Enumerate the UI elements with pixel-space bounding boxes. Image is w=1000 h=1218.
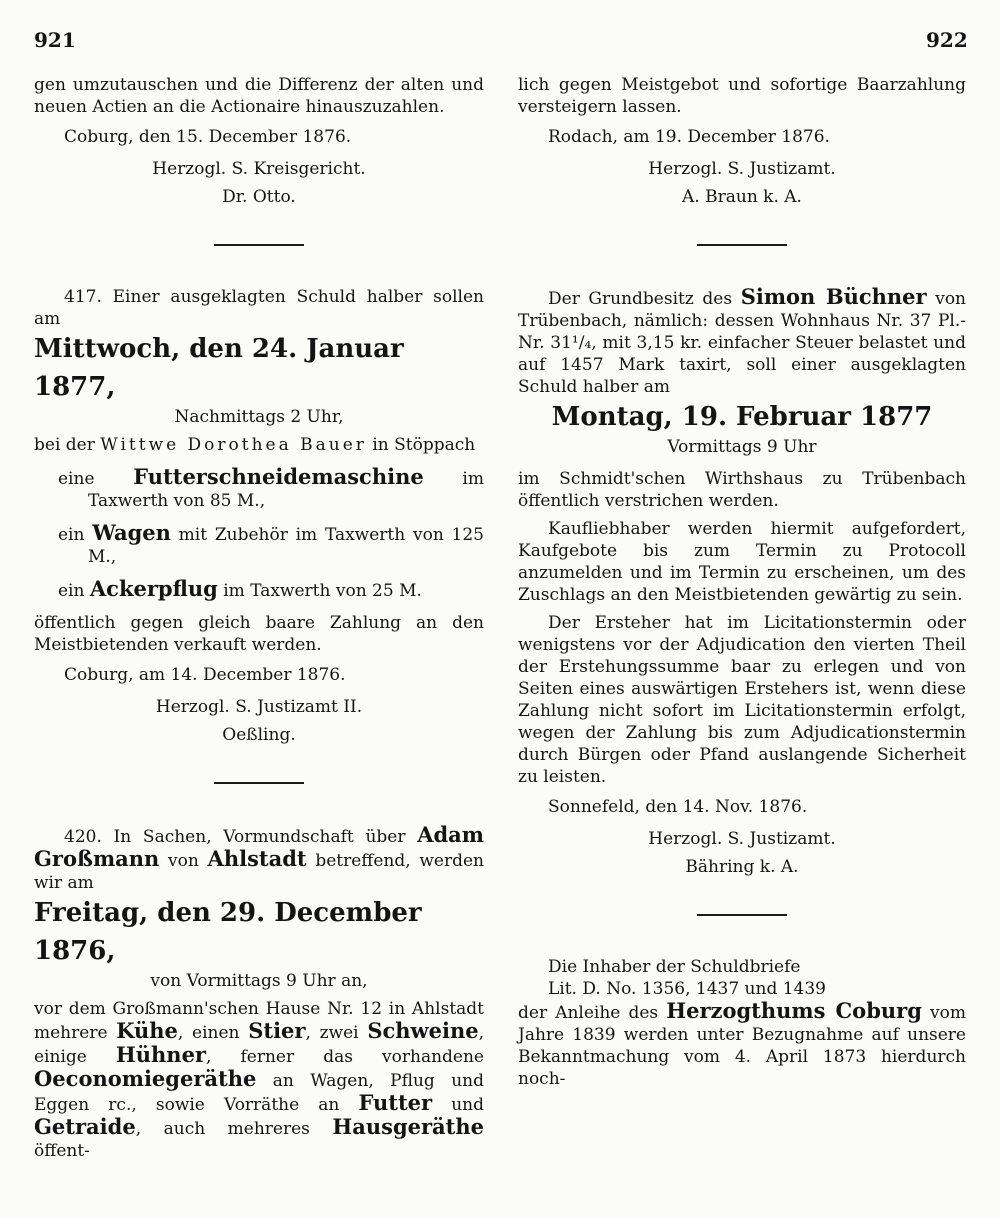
section-divider: [697, 244, 787, 246]
notice-417-item: ein Wagen mit Zubehör im Taxwerth von 125 M.,: [58, 520, 484, 567]
notice-bonds-line: Die Inhaber der Schuldbriefe: [548, 957, 801, 977]
notice-court: Herzogl. S. Kreisgericht.: [152, 159, 366, 179]
notice-bonds-body: der Anleihe des Herzogthums Coburg vom Jahre 1839 werden unter Bezugnahme auf unsere Bekanntmachung vom 4. April 1873 hierdurch noch-: [518, 998, 966, 1089]
notice-property-place: im Schmidt'schen Wirthshaus zu Trübenbach öffentlich verstrichen werden.: [518, 469, 966, 511]
notice-signer: Dr. Otto.: [222, 187, 296, 207]
notice-date: Coburg, am 14. December 1876.: [64, 665, 346, 685]
notice-bonds-line: Lit. D. No. 1356, 1437 und 1439: [548, 979, 827, 999]
notice-signer: A. Braun k. A.: [682, 187, 802, 207]
left-column: [34, 74, 484, 1162]
notice-417-date: Mittwoch, den 24. Januar 1877,: [34, 334, 404, 402]
continued-paragraph: gen umzutauschen und die Differenz der alten und neuen Actien an die Actionaire hinauszuzahlen.: [34, 75, 484, 117]
notice-417-time: Nachmittags 2 Uhr,: [174, 407, 344, 427]
right-column: [518, 74, 966, 1090]
notice-417-item: eine Futterschneidemaschine im Taxwerth von 85 M.,: [58, 464, 484, 511]
notice-property-time: Vormittags 9 Uhr: [667, 437, 817, 457]
page-number-left: 921: [34, 28, 76, 52]
notice-date: Coburg, den 15. December 1876.: [64, 127, 352, 147]
notice-signer: Bähring k. A.: [685, 857, 799, 877]
notice-420-time: von Vormittags 9 Uhr an,: [150, 971, 368, 991]
notice-property-para: Kaufliebhaber werden hiermit aufgefordert, Kaufgebote bis zum Termin zu Protocoll anzumelden und im Termin zu erscheinen, um des Zuschlags an den Meistbietenden gewärtig zu sein.: [518, 519, 966, 605]
section-divider: [214, 244, 304, 246]
notice-420-body: vor dem Großmann'schen Hause Nr. 12 in Ahlstadt mehrere Kühe, einen Stier, zwei Schweine, einige Hühner, ferner das vorhandene Oeconomiegeräthe an Wagen, Pflug und Eggen rc., sowie Vorräthe an Futter und Getraide, auch mehreres Hausgeräthe öffent-: [34, 999, 484, 1161]
notice-property-date: Montag, 19. Februar 1877: [551, 402, 933, 432]
notice-417-closing: öffentlich gegen gleich baare Zahlung an den Meistbietenden verkauft werden.: [34, 613, 484, 655]
notice-property-para: Der Ersteher hat im Licitationstermin oder wenigstens vor der Adjudication den vierten Theil der Erstehungssumme baar zu erlegen und von Seiten eines auswärtigen Erstehers ist, wenn diese Zahlung nicht sofort im Licitationstermin erfolgt, wegen der Zahlung bis zum Adjudicationstermin durch Bürgen oder Pfand auslangende Sicherheit zu leisten.: [518, 613, 966, 787]
notice-417-item: ein Ackerpflug im Taxwerth von 25 M.: [58, 576, 422, 601]
notice-date: Sonnefeld, den 14. Nov. 1876.: [548, 797, 808, 817]
notice-420-intro: 420. In Sachen, Vormundschaft über Adam Großmann von Ahlstadt betreffend, werden wir am: [34, 822, 484, 893]
section-divider: [214, 782, 304, 784]
notice-date: Rodach, am 19. December 1876.: [548, 127, 830, 147]
notice-417-intro: 417. Einer ausgeklagten Schuld halber sollen am: [34, 287, 484, 329]
notice-signer: Oeßling.: [222, 725, 296, 745]
notice-court: Herzogl. S. Justizamt II.: [155, 697, 363, 717]
page-number-right: 922: [926, 28, 968, 52]
notice-court: Herzogl. S. Justizamt.: [648, 159, 836, 179]
section-divider: [697, 914, 787, 916]
continued-paragraph: lich gegen Meistgebot und sofortige Baarzahlung versteigern lassen.: [518, 75, 966, 117]
notice-417-place: bei der Wittwe Dorothea Bauer in Stöppach: [34, 435, 476, 455]
notice-420-date: Freitag, den 29. December 1876,: [34, 898, 422, 966]
notice-property-intro: Der Grundbesitz des Simon Büchner von Trübenbach, nämlich: dessen Wohnhaus Nr. 37 Pl.-Nr. 31¹/₄, mit 3,15 kr. einfacher Steuer belastet und auf 1457 Mark taxirt, soll einer ausgeklagten Schuld halber am: [518, 284, 967, 397]
notice-court: Herzogl. S. Justizamt.: [648, 829, 836, 849]
